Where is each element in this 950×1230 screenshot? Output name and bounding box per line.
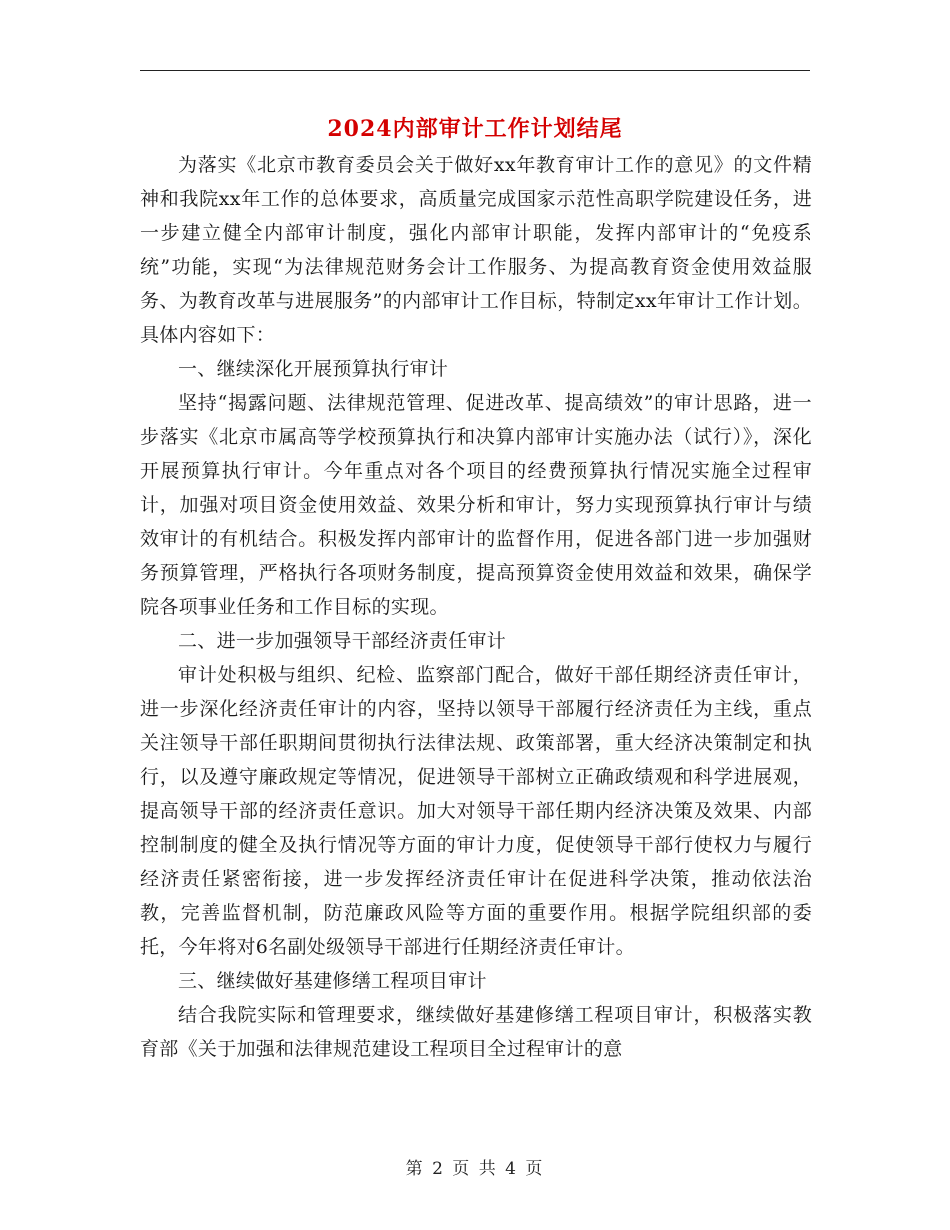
paragraph-intro: 为落实《北京市教育委员会关于做好xx年教育审计工作的意见》的文件精神和我院xx年工作的总体要求，高质量完成国家示范性高职学院建设任务，进一步建立健全内部审计制度，强化内部审计职能，发挥内部审计的“免疫系统”功能，实现“为法律规范财务会计工作服务、为提高教育资金使用效益服务、为教育改革与进展服务”的内部审计工作目标，特制定xx年审计工作计划。具体内容如下： bbox=[140, 154, 812, 346]
section-heading-3: 三、继续做好基建修缮工程项目审计 bbox=[178, 970, 487, 992]
page-footer: 第 2 页 共 4 页 bbox=[405, 1159, 545, 1179]
section-heading-1: 一、继续深化开展预算执行审计 bbox=[178, 358, 449, 380]
header-rule bbox=[140, 70, 810, 71]
paragraph-construction-audit: 结合我院实际和管理要求，继续做好基建修缮工程项目审计，积极落实教育部《关于加强和法律规范建设工程项目全过程审计的意 bbox=[140, 1004, 812, 1060]
paragraph-economic-responsibility-audit: 审计处积极与组织、纪检、监察部门配合，做好干部任期经济责任审计，进一步深化经济责任审计的内容，坚持以领导干部履行经济责任为主线，重点关注领导干部任职期间贯彻执行法律法规、政策部署，重大经济决策制定和执行，以及遵守廉政规定等情况，促进领导干部树立正确政绩观和科学进展观，提高领导干部的经济责任意识。加大对领导干部任期内经济决策及效果、内部控制制度的健全及执行情况等方面的审计力度，促使领导干部行使权力与履行经济责任紧密衔接，进一步发挥经济责任审计在促进科学决策，推动依法治教，完善监督机制，防范廉政风险等方面的重要作用。根据学院组织部的委托，今年将对6名副处级领导干部进行任期经济责任审计。 bbox=[140, 664, 812, 958]
section-heading-2: 二、进一步加强领导干部经济责任审计 bbox=[178, 630, 507, 652]
document-body bbox=[140, 148, 812, 1066]
paragraph-budget-audit: 坚持“揭露问题、法律规范管理、促进改革、提高绩效”的审计思路，进一步落实《北京市属高等学校预算执行和决算内部审计实施办法（试行）》，深化开展预算执行审计。今年重点对各个项目的经费预算执行情况实施全过程审计，加强对项目资金使用效益、效果分析和审计，努力实现预算执行审计与绩效审计的有机结合。积极发挥内部审计的监督作用，促进各部门进一步加强财务预算管理，严格执行各项财务制度，提高预算资金使用效益和效果，确保学院各项事业任务和工作目标的实现。 bbox=[140, 392, 812, 618]
document-title: 2024内部审计工作计划结尾 bbox=[327, 116, 623, 142]
